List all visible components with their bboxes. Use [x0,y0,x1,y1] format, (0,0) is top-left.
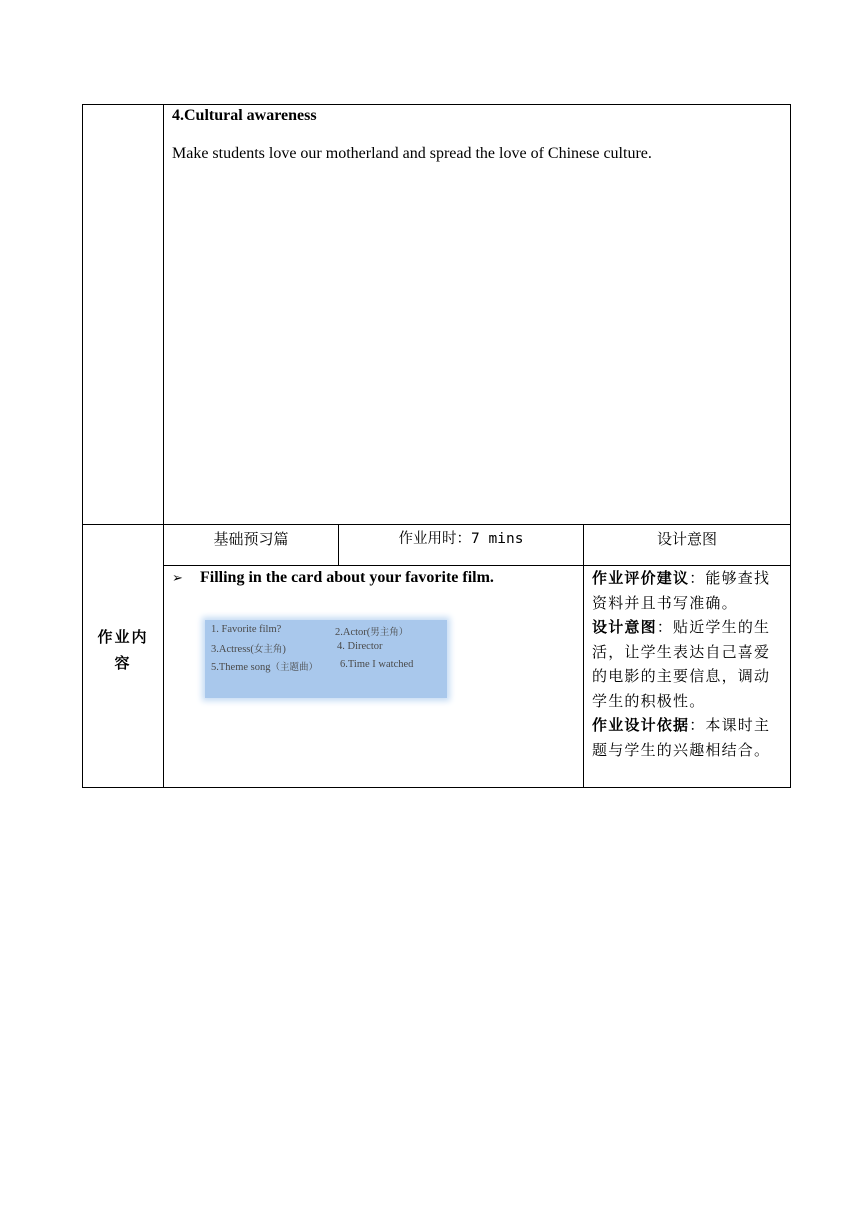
header-intent: 设计意图 [656,530,717,548]
task-text: Filling in the card about your favorite film. [200,569,494,586]
note-value: 本课时主题与学生的兴趣相结合。 [592,716,771,759]
design-notes [592,566,784,762]
card-item: 5.Theme song（主题曲） [211,662,319,673]
section-heading: 4.Cultural awareness [172,107,317,124]
table-border-left [82,104,83,788]
objective-text: Make students love our motherland and spread the love of Chinese culture. [172,145,652,162]
row-label [84,624,162,676]
table-border-mid [82,524,791,525]
card-item: 4. Director [337,641,383,652]
note-intent [592,615,784,713]
note-sep: ： [656,618,674,636]
note-basis [592,713,784,762]
bullet-arrow-icon: ➢ [172,571,183,586]
note-key: 作业评价建议 [592,569,690,587]
card-item: 2.Actor(男主角） [335,627,409,638]
note-key: 设计意图 [592,618,657,636]
table-border-col3 [583,524,584,788]
table-border-top [82,104,791,105]
note-key: 作业设计依据 [592,716,690,734]
note-sep: ： [689,716,706,734]
card-item: 6.Time I watched [340,659,414,670]
task-line [172,568,494,589]
table-border-right [790,104,791,788]
table-border-bottom [82,787,791,788]
note-value: 能够查找资料并且书写准确。 [592,569,771,612]
header-level: 基础预习篇 [213,530,289,548]
row-label-text: 作业内容 [97,628,149,672]
film-card-image [205,620,447,698]
note-evaluation [592,566,784,615]
note-value: 贴近学生的生活，让学生表达自己喜爱的电影的主要信息，调动学生的积极性。 [592,618,771,710]
card-item: 1. Favorite film? [211,624,282,635]
table-border-col1 [163,104,164,788]
note-sep: ： [689,569,706,587]
card-item: 3.Actress(女主角) [211,644,286,655]
header-time: 作业用时：7 mins [398,531,524,547]
